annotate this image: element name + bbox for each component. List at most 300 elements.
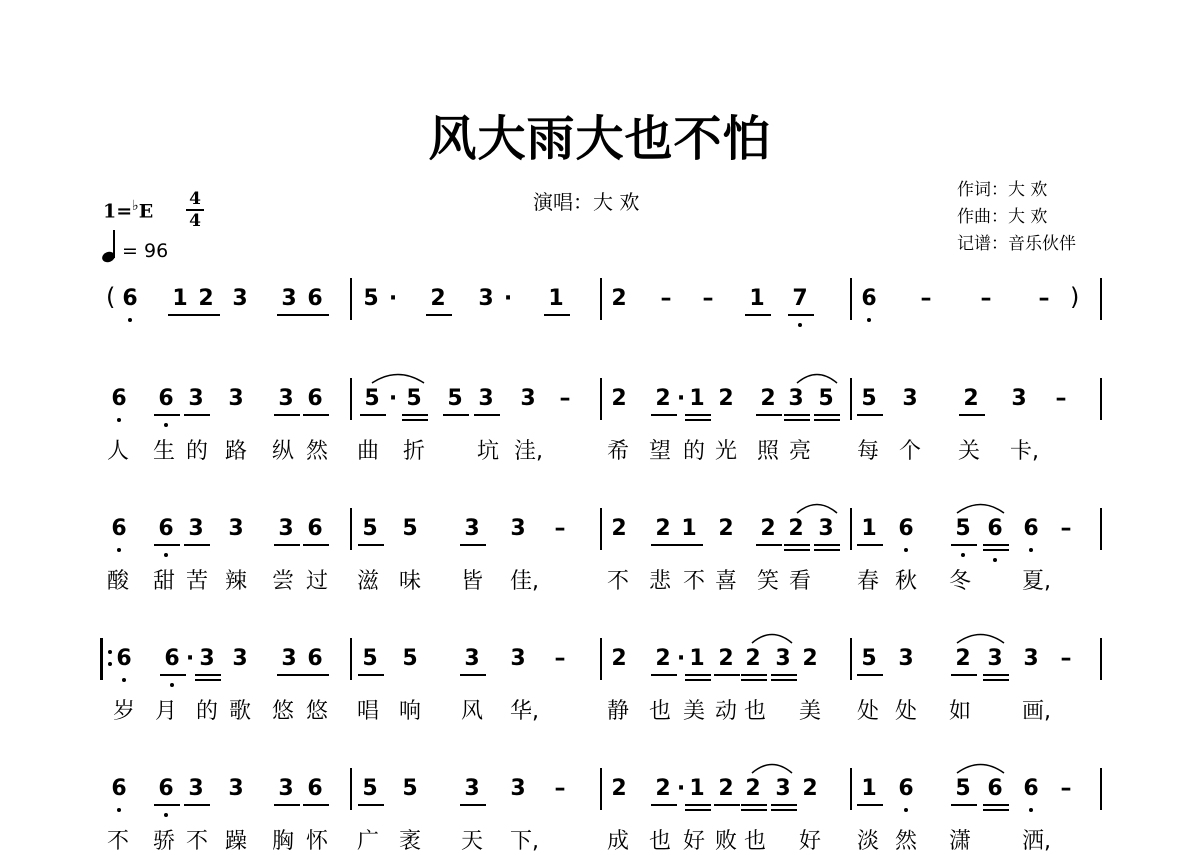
note: 2	[718, 386, 734, 411]
note: 2	[611, 386, 627, 411]
low-dot	[164, 423, 168, 427]
note: 6	[861, 286, 877, 311]
lyric: 夏,	[1022, 569, 1051, 594]
lyric: 纵	[271, 439, 294, 464]
lyric: 好	[682, 829, 705, 854]
low-dot	[961, 553, 965, 557]
lyric: 坑	[476, 439, 499, 464]
note: 5	[861, 646, 877, 671]
note: 3	[478, 386, 494, 411]
note: 3	[775, 776, 791, 801]
note: 3	[775, 646, 791, 671]
note: 3	[898, 646, 914, 671]
lyric: 美	[798, 699, 821, 724]
parenthesis: (	[106, 283, 116, 311]
note: 3	[232, 286, 248, 311]
note: ·	[676, 776, 686, 801]
note: ·	[388, 286, 398, 311]
note: 2	[760, 516, 776, 541]
underline	[460, 674, 486, 676]
lyric: 笑	[756, 569, 779, 594]
note: 2	[430, 286, 446, 311]
underline	[771, 809, 797, 811]
note: –	[559, 386, 571, 411]
note: 6	[158, 386, 174, 411]
underline	[741, 809, 767, 811]
underline	[358, 804, 384, 806]
lyric: 人	[106, 439, 129, 464]
lyric: 洼,	[514, 439, 543, 464]
barline	[1100, 638, 1102, 680]
note: ·	[676, 646, 686, 671]
underline	[460, 804, 486, 806]
note: 2	[655, 646, 671, 671]
lyric: 下,	[510, 829, 539, 854]
underline	[154, 544, 180, 546]
underline	[983, 544, 1009, 546]
lyric: 风	[460, 699, 483, 724]
note: 3	[478, 286, 494, 311]
lyric: 怀	[305, 829, 328, 854]
barline	[600, 378, 602, 420]
lyric: 悠	[271, 699, 294, 724]
note: –	[702, 286, 714, 311]
barline	[600, 768, 602, 810]
underline	[168, 314, 194, 316]
lyric: 酸	[106, 569, 129, 594]
underline	[959, 414, 985, 416]
underline	[194, 314, 220, 316]
underline	[814, 544, 840, 546]
transcriber-credit: 记谱：音乐伙伴	[957, 234, 1076, 254]
lyric: 成	[606, 829, 629, 854]
lyric: 画,	[1022, 699, 1051, 724]
underline	[771, 804, 797, 806]
lyric: 卡,	[1010, 439, 1039, 464]
low-dot	[867, 318, 871, 322]
note: –	[554, 776, 566, 801]
note: 3	[987, 646, 1003, 671]
lyric: 望	[648, 439, 671, 464]
note: 2	[760, 386, 776, 411]
lyric: 味	[398, 569, 421, 594]
lyric: 辣	[224, 569, 247, 594]
underline	[685, 674, 711, 676]
note: 3	[510, 646, 526, 671]
tempo-value: = 96	[122, 240, 169, 262]
note: 3	[228, 776, 244, 801]
note: 2	[802, 776, 818, 801]
note: 3	[1011, 386, 1027, 411]
underline	[274, 414, 300, 416]
underline	[983, 809, 1009, 811]
underline	[651, 674, 677, 676]
note: –	[554, 646, 566, 671]
lyric: 过	[305, 569, 328, 594]
lyric: 潇	[948, 829, 971, 854]
lyric: 唱	[356, 699, 379, 724]
underline	[685, 679, 711, 681]
low-dot	[993, 558, 997, 562]
barline	[850, 638, 852, 680]
note: 3	[228, 516, 244, 541]
slur	[796, 370, 838, 384]
low-dot	[904, 548, 908, 552]
note: 5	[955, 776, 971, 801]
underline	[184, 804, 210, 806]
lyric: 照	[756, 439, 779, 464]
note: 5	[402, 646, 418, 671]
low-dot	[128, 318, 132, 322]
note: 5	[406, 386, 422, 411]
low-dot	[117, 548, 121, 552]
underline	[677, 544, 703, 546]
repeat-dot	[108, 650, 112, 654]
underline	[651, 544, 677, 546]
lyric: 动	[714, 699, 737, 724]
underline	[784, 419, 810, 421]
underline	[277, 674, 303, 676]
lyric: 关	[957, 439, 980, 464]
underline	[358, 544, 384, 546]
note: 2	[655, 776, 671, 801]
underline	[741, 804, 767, 806]
time-signature-top: 4	[189, 189, 201, 209]
lyric: 喜	[714, 569, 737, 594]
note: ·	[185, 646, 195, 671]
lyric: 希	[606, 439, 629, 464]
barline	[600, 638, 602, 680]
note: ·	[503, 286, 513, 311]
note: 5	[362, 776, 378, 801]
lyricist-credit: 作词：大 欢	[957, 180, 1048, 200]
lyric: 不	[682, 569, 705, 594]
lyric: 好	[798, 829, 821, 854]
underline	[983, 679, 1009, 681]
note: 6	[307, 646, 323, 671]
lyric: 淡	[856, 829, 879, 854]
note: 3	[278, 386, 294, 411]
note: 3	[232, 646, 248, 671]
note: 3	[278, 516, 294, 541]
note: 6	[307, 386, 323, 411]
underline	[745, 314, 771, 316]
note: 6	[898, 516, 914, 541]
lyric: 不	[106, 829, 129, 854]
lyric: 佳,	[510, 569, 539, 594]
lyric: 美	[682, 699, 705, 724]
slur	[796, 500, 838, 514]
lyric: 冬	[948, 569, 971, 594]
time-signature-bottom: 4	[189, 211, 201, 231]
lyric: 也	[648, 699, 671, 724]
underline	[756, 414, 782, 416]
note: 3	[281, 646, 297, 671]
lyric: 也	[648, 829, 671, 854]
lyric: 月	[154, 699, 177, 724]
underline	[951, 804, 977, 806]
key-note: E	[138, 200, 154, 223]
lyric: 的	[195, 699, 218, 724]
underline	[756, 544, 782, 546]
lyric: 响	[398, 699, 421, 724]
underline	[277, 314, 303, 316]
lyric: 然	[305, 439, 328, 464]
underline	[184, 414, 210, 416]
barline	[850, 378, 852, 420]
note: 5	[447, 386, 463, 411]
note: 2	[718, 516, 734, 541]
composer-credit: 作曲：大 欢	[957, 207, 1048, 227]
underline	[360, 414, 386, 416]
key-prefix: 1=	[103, 200, 133, 223]
note: ·	[388, 386, 398, 411]
low-dot	[117, 808, 121, 812]
note: 3	[188, 516, 204, 541]
time-signature	[186, 190, 204, 230]
note: 3	[464, 776, 480, 801]
lyric: 的	[185, 439, 208, 464]
note: ·	[676, 386, 686, 411]
lyric: 处	[894, 699, 917, 724]
underline	[814, 419, 840, 421]
underline	[195, 674, 221, 676]
note: 3	[188, 776, 204, 801]
note: 3	[902, 386, 918, 411]
note: 6	[987, 776, 1003, 801]
lyric: 路	[224, 439, 247, 464]
lyric: 洒,	[1022, 829, 1051, 854]
note: 2	[611, 516, 627, 541]
note: 2	[655, 516, 671, 541]
note: 1	[689, 776, 705, 801]
underline	[951, 544, 977, 546]
underline	[788, 314, 814, 316]
note: 3	[199, 646, 215, 671]
underline	[443, 414, 469, 416]
note: 6	[987, 516, 1003, 541]
underline	[741, 679, 767, 681]
underline	[983, 804, 1009, 806]
underline	[303, 414, 329, 416]
low-dot	[1029, 548, 1033, 552]
underline	[303, 674, 329, 676]
note: 5	[362, 516, 378, 541]
note: 3	[818, 516, 834, 541]
underline	[951, 674, 977, 676]
note: 6	[898, 776, 914, 801]
lyric: 岁	[112, 699, 135, 724]
underline	[195, 679, 221, 681]
note: 6	[1023, 776, 1039, 801]
lyric: 滋	[356, 569, 379, 594]
note: 6	[158, 776, 174, 801]
underline	[154, 414, 180, 416]
note: 5	[362, 646, 378, 671]
lyric: 躁	[224, 829, 247, 854]
note: 3	[788, 386, 804, 411]
key-signature	[103, 198, 153, 222]
lyric: 苦	[185, 569, 208, 594]
note: 2	[963, 386, 979, 411]
note: 3	[1023, 646, 1039, 671]
low-dot	[798, 323, 802, 327]
note: 3	[228, 386, 244, 411]
note: 6	[111, 516, 127, 541]
underline	[814, 549, 840, 551]
underline	[426, 314, 452, 316]
lyric: 天	[460, 829, 483, 854]
lyric: 皆	[460, 569, 483, 594]
lyric: 败	[714, 829, 737, 854]
barline	[600, 508, 602, 550]
lyric: 亮	[788, 439, 811, 464]
slur	[956, 760, 1005, 774]
lyric: 不	[606, 569, 629, 594]
slur	[956, 500, 1005, 514]
lyric: 胸	[271, 829, 294, 854]
tempo-marking	[102, 232, 168, 262]
note: 5	[955, 516, 971, 541]
lyric: 每	[856, 439, 879, 464]
underline	[160, 674, 186, 676]
underline	[274, 544, 300, 546]
lyric: 静	[606, 699, 629, 724]
underline	[685, 414, 711, 416]
lyric: 不	[185, 829, 208, 854]
underline	[784, 549, 810, 551]
underline	[714, 674, 740, 676]
underline	[544, 314, 570, 316]
note: 6	[164, 646, 180, 671]
barline	[1100, 768, 1102, 810]
note: 2	[718, 646, 734, 671]
barline	[350, 278, 352, 320]
underline	[685, 809, 711, 811]
note: 2	[611, 776, 627, 801]
flat-sign: ♭	[132, 198, 139, 214]
lyric: 也	[743, 829, 766, 854]
note: 1	[749, 286, 765, 311]
barline	[350, 378, 352, 420]
underline	[857, 544, 883, 546]
lyric: 然	[894, 829, 917, 854]
underline	[460, 544, 486, 546]
underline	[714, 804, 740, 806]
underline	[784, 544, 810, 546]
note: –	[554, 516, 566, 541]
underline	[274, 804, 300, 806]
slur	[956, 630, 1005, 644]
note: 3	[464, 646, 480, 671]
barline	[1100, 508, 1102, 550]
note: 1	[861, 516, 877, 541]
note: 6	[1023, 516, 1039, 541]
barline	[1100, 378, 1102, 420]
note: 2	[955, 646, 971, 671]
lyric: 悲	[648, 569, 671, 594]
note: 3	[464, 516, 480, 541]
note: 5	[861, 386, 877, 411]
lyric: 曲	[356, 439, 379, 464]
underline	[303, 544, 329, 546]
note: 3	[281, 286, 297, 311]
song-title: 风大雨大也不怕	[428, 111, 772, 167]
lyric: 看	[788, 569, 811, 594]
note: 6	[307, 776, 323, 801]
note: 3	[188, 386, 204, 411]
barline	[850, 508, 852, 550]
underline	[983, 674, 1009, 676]
lyric: 的	[682, 439, 705, 464]
note: 6	[116, 646, 132, 671]
low-dot	[164, 553, 168, 557]
singer-credit: 演唱：大 欢	[533, 190, 640, 214]
lyric: 袤	[398, 829, 421, 854]
barline	[600, 278, 602, 320]
underline	[651, 804, 677, 806]
note: 2	[198, 286, 214, 311]
underline	[771, 674, 797, 676]
underline	[771, 679, 797, 681]
note: 6	[307, 516, 323, 541]
note: 7	[792, 286, 808, 311]
lyric: 广	[356, 829, 379, 854]
note: –	[1060, 646, 1072, 671]
barline	[350, 508, 352, 550]
note: 2	[718, 776, 734, 801]
note: 1	[548, 286, 564, 311]
underline	[303, 804, 329, 806]
underline	[474, 414, 500, 416]
note: 6	[158, 516, 174, 541]
note: 1	[861, 776, 877, 801]
note: –	[920, 286, 932, 311]
low-dot	[1029, 808, 1033, 812]
note: –	[660, 286, 672, 311]
lyric: 尝	[271, 569, 294, 594]
underline	[303, 314, 329, 316]
note: 6	[122, 286, 138, 311]
barline	[350, 768, 352, 810]
underline	[857, 804, 883, 806]
note: 3	[510, 776, 526, 801]
note: –	[1038, 286, 1050, 311]
note: –	[980, 286, 992, 311]
barline	[850, 768, 852, 810]
note: 5	[402, 516, 418, 541]
underline	[741, 674, 767, 676]
lyric: 生	[152, 439, 175, 464]
slur	[751, 760, 793, 774]
note: 2	[611, 286, 627, 311]
underline	[402, 414, 428, 416]
underline	[685, 419, 711, 421]
underline	[983, 549, 1009, 551]
note: 2	[802, 646, 818, 671]
underline	[784, 414, 810, 416]
note: 3	[510, 516, 526, 541]
low-dot	[122, 678, 126, 682]
parenthesis: )	[1070, 283, 1080, 311]
note: 5	[402, 776, 418, 801]
note: 1	[689, 386, 705, 411]
barline	[350, 638, 352, 680]
low-dot	[117, 418, 121, 422]
quarter-note-icon	[102, 232, 116, 262]
note: 5	[364, 386, 380, 411]
note: 5	[818, 386, 834, 411]
